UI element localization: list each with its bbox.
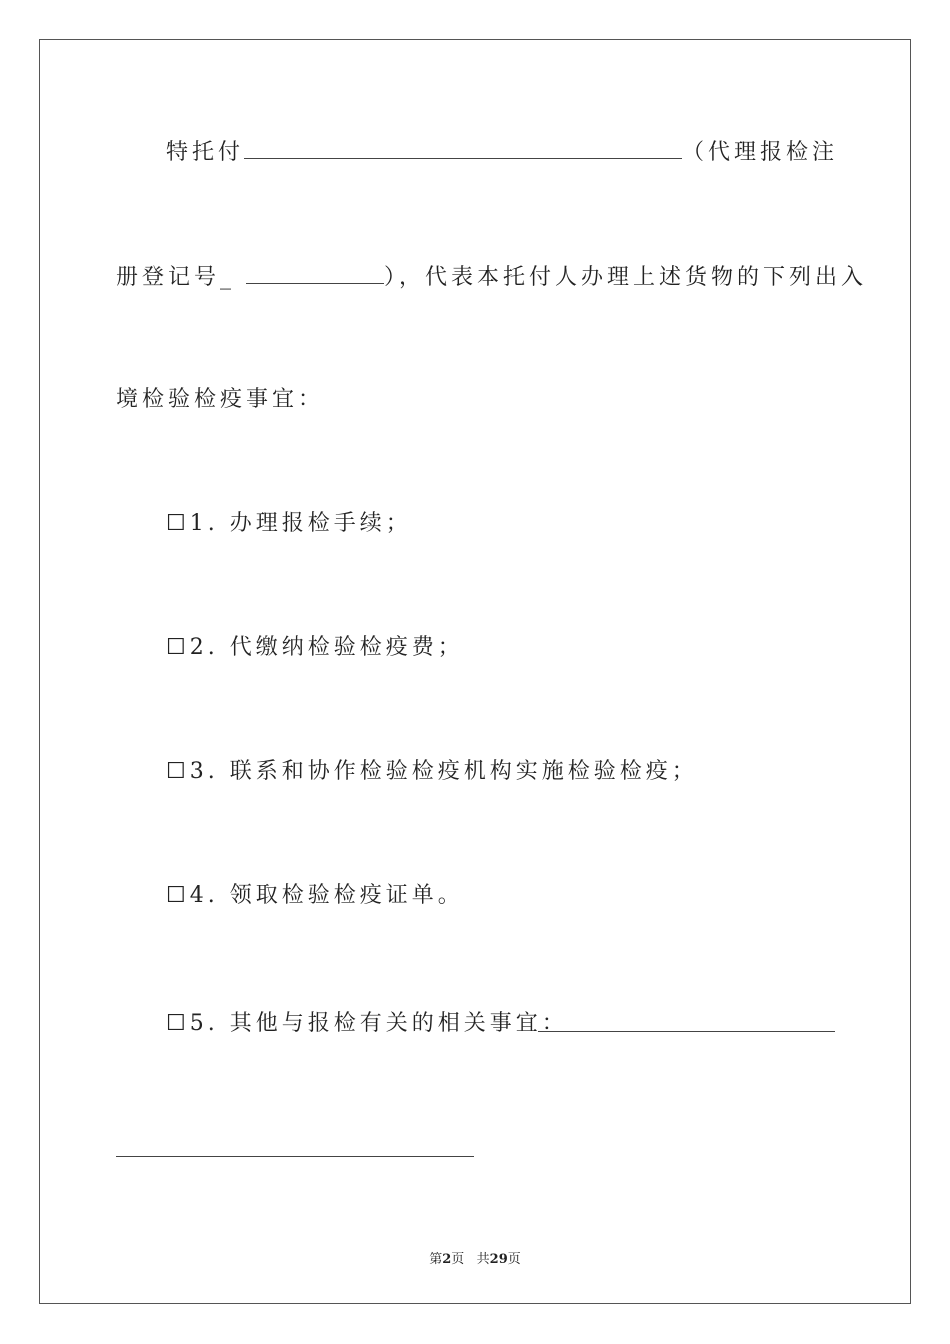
page-frame: [39, 39, 911, 1304]
other-matters-continuation-blank[interactable]: [116, 1156, 474, 1157]
current-page: 2: [442, 1252, 452, 1267]
checkbox-icon[interactable]: ☐: [166, 759, 190, 784]
paragraph-2-text: ），代表本托付人办理上述货物的下列出入: [384, 265, 868, 290]
reg-number-label: 册登记号_: [116, 265, 236, 290]
page-number: [0, 1248, 950, 1267]
paragraph-3-text: 境检验检疫事宜：: [116, 387, 325, 412]
item-label: 3. 联系和协作检验检疫机构实施检验检疫；: [189, 759, 698, 784]
checkbox-icon[interactable]: ☐: [166, 635, 190, 660]
list-item: [166, 633, 464, 663]
reg-number-blank[interactable]: [246, 261, 384, 284]
page-suffix: 页: [507, 1252, 521, 1267]
item-label: 2. 代缴纳检验检疫费；: [189, 635, 464, 660]
entrust-label: 特托付: [166, 140, 245, 165]
agent-reg-label: （代理报检注: [682, 140, 839, 165]
paragraph-line-3: [116, 385, 324, 415]
checkbox-icon[interactable]: ☐: [166, 1011, 190, 1036]
other-matters-blank[interactable]: [538, 1031, 835, 1032]
list-item: [166, 881, 464, 911]
item-label: 1. 办理报检手续；: [189, 511, 412, 536]
item-label: 5. 其他与报检有关的相关事宜：: [189, 1011, 568, 1036]
page-prefix: 第: [429, 1252, 443, 1267]
checkbox-icon[interactable]: ☐: [166, 883, 190, 908]
checkbox-icon[interactable]: ☐: [166, 511, 190, 536]
list-item: [166, 757, 698, 787]
total-pages: 29: [489, 1252, 508, 1267]
paragraph-line-1: [166, 136, 838, 168]
paragraph-line-2: [116, 261, 867, 293]
item-label: 4. 领取检验检疫证单。: [189, 883, 464, 908]
list-item: [166, 1009, 568, 1039]
agent-name-blank[interactable]: [244, 136, 682, 159]
page-separator: 页 共: [451, 1252, 490, 1267]
list-item: [166, 509, 412, 539]
